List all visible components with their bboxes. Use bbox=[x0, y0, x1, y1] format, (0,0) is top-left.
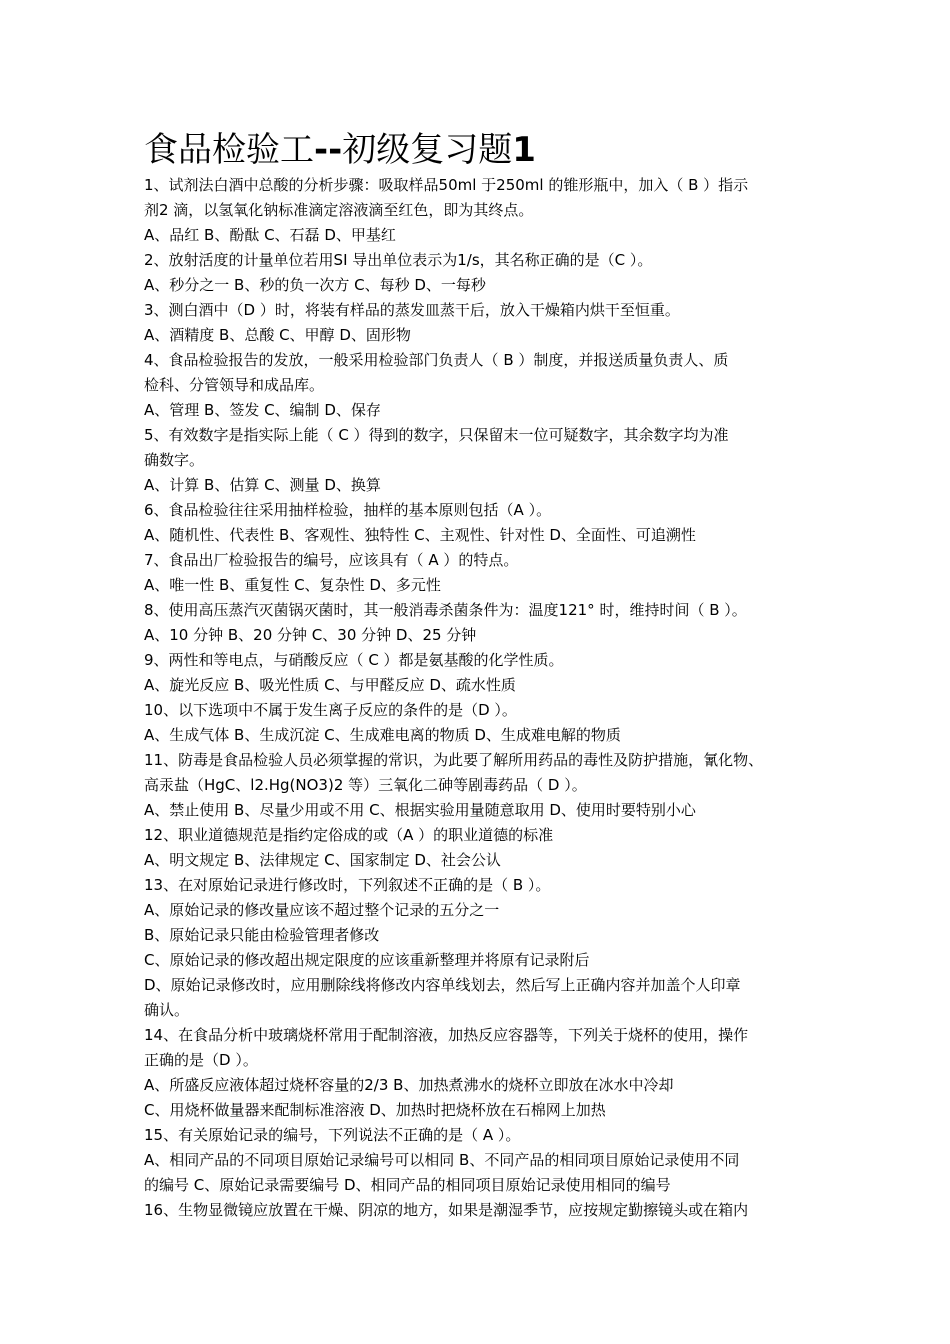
text-line: 15、有关原始记录的编号，下列说法不正确的是（ A ）。 bbox=[144, 1126, 521, 1144]
question-list bbox=[144, 173, 824, 1223]
document-page bbox=[144, 128, 824, 1223]
text-line: 确数字。 bbox=[144, 451, 205, 469]
text-line: 1、试剂法白酒中总酸的分析步骤：吸取样品50ml 于250ml 的锥形瓶中，加入（ B ）指示 bbox=[144, 176, 749, 194]
text-line: 7、食品出厂检验报告的编号，应该具有（ A ）的特点。 bbox=[144, 551, 519, 569]
text-line: A、计算 B、估算 C、测量 D、换算 bbox=[144, 476, 381, 494]
text-line: D、原始记录修改时，应用删除线将修改内容单线划去，然后写上正确内容并加盖个人印章 bbox=[144, 976, 741, 994]
title-text-2: 初级复习题 bbox=[342, 130, 513, 170]
text-line: A、原始记录的修改量应该不超过整个记录的五分之一 bbox=[144, 901, 500, 919]
text-line: 剂2 滴，以氢氧化钠标准滴定溶液滴至红色，即为其终点。 bbox=[144, 201, 534, 219]
text-line: A、随机性、代表性 B、客观性、独特性 C、主观性、针对性 D、全面性、可追溯性 bbox=[144, 526, 696, 544]
text-line: 9、两性和等电点，与硝酸反应（ C ）都是氨基酸的化学性质。 bbox=[144, 651, 564, 669]
text-line: A、10 分钟 B、20 分钟 C、30 分钟 D、25 分钟 bbox=[144, 626, 477, 644]
text-line: 13、在对原始记录进行修改时，下列叙述不正确的是（ B ）。 bbox=[144, 876, 551, 894]
text-line: A、秒分之一 B、秒的负一次方 C、每秒 D、一每秒 bbox=[144, 276, 486, 294]
text-line: 检科、分管领导和成品库。 bbox=[144, 376, 325, 394]
text-line: C、原始记录的修改超出规定限度的应该重新整理并将原有记录附后 bbox=[144, 951, 590, 969]
text-line: A、明文规定 B、法律规定 C、国家制定 D、社会公认 bbox=[144, 851, 501, 869]
text-line: 6、食品检验往往采用抽样检验，抽样的基本原则包括（A ）。 bbox=[144, 501, 552, 519]
text-line: 14、在食品分析中玻璃烧杯常用于配制溶液，加热反应容器等，下列关于烧杯的使用，操作 bbox=[144, 1026, 749, 1044]
text-line: A、相同产品的不同项目原始记录编号可以相同 B、不同产品的相同项目原始记录使用不同 bbox=[144, 1151, 740, 1169]
text-line: A、酒精度 B、总酸 C、甲醇 D、固形物 bbox=[144, 326, 411, 344]
text-line: 8、使用高压蒸汽灭菌锅灭菌时，其一般消毒杀菌条件为：温度121° 时，维持时间（ B ）。 bbox=[144, 601, 747, 619]
text-line: 11、防毒是食品检验人员必须掌握的常识，为此要了解所用药品的毒性及防护措施，氰化物、 bbox=[144, 751, 764, 769]
text-line: A、管理 B、签发 C、编制 D、保存 bbox=[144, 401, 381, 419]
text-line: 3、测白酒中（D ）时，将装有样品的蒸发皿蒸干后，放入干燥箱内烘干至恒重。 bbox=[144, 301, 680, 319]
title-number: 1 bbox=[512, 130, 536, 170]
text-line: 16、生物显微镜应放置在干燥、阴凉的地方，如果是潮湿季节，应按规定勤擦镜头或在箱内 bbox=[144, 1201, 749, 1219]
text-line: A、旋光反应 B、吸光性质 C、与甲醛反应 D、疏水性质 bbox=[144, 676, 516, 694]
document-title bbox=[144, 128, 824, 172]
text-line: 确认。 bbox=[144, 1001, 190, 1019]
text-line: A、唯一性 B、重复性 C、复杂性 D、多元性 bbox=[144, 576, 441, 594]
text-line: 正确的是（D ）。 bbox=[144, 1051, 258, 1069]
text-line: 2、放射活度的计量单位若用SI 导出单位表示为1/s，其名称正确的是（C ）。 bbox=[144, 251, 653, 269]
text-line: 10、以下选项中不属于发生离子反应的条件的是（D ）。 bbox=[144, 701, 517, 719]
text-line: C、用烧杯做量器来配制标准溶液 D、加热时把烧杯放在石棉网上加热 bbox=[144, 1101, 606, 1119]
text-line: 5、有效数字是指实际上能（ C ）得到的数字，只保留末一位可疑数字，其余数字均为准 bbox=[144, 426, 729, 444]
text-line: A、所盛反应液体超过烧杯容量的2/3 B、加热煮沸水的烧杯立即放在冰水中冷却 bbox=[144, 1076, 674, 1094]
text-line: 的编号 C、原始记录需要编号 D、相同产品的相同项目原始记录使用相同的编号 bbox=[144, 1176, 671, 1194]
title-dashes: -- bbox=[314, 130, 343, 170]
text-line: 4、食品检验报告的发放，一般采用检验部门负责人（ B ）制度，并报送质量负责人、质 bbox=[144, 351, 729, 369]
text-line: B、原始记录只能由检验管理者修改 bbox=[144, 926, 380, 944]
text-line: A、禁止使用 B、尽量少用或不用 C、根据实验用量随意取用 D、使用时要特别小心 bbox=[144, 801, 696, 819]
text-line: A、品红 B、酚酞 C、石磊 D、甲基红 bbox=[144, 226, 396, 244]
text-line: A、生成气体 B、生成沉淀 C、生成难电离的物质 D、生成难电解的物质 bbox=[144, 726, 621, 744]
text-line: 12、职业道德规范是指约定俗成的或（A ）的职业道德的标准 bbox=[144, 826, 554, 844]
text-line: 高汞盐（HgC、l2.Hg(NO3)2 等）三氧化二砷等剧毒药品（ D ）。 bbox=[144, 776, 587, 794]
title-text: 食品检验工 bbox=[144, 130, 314, 170]
